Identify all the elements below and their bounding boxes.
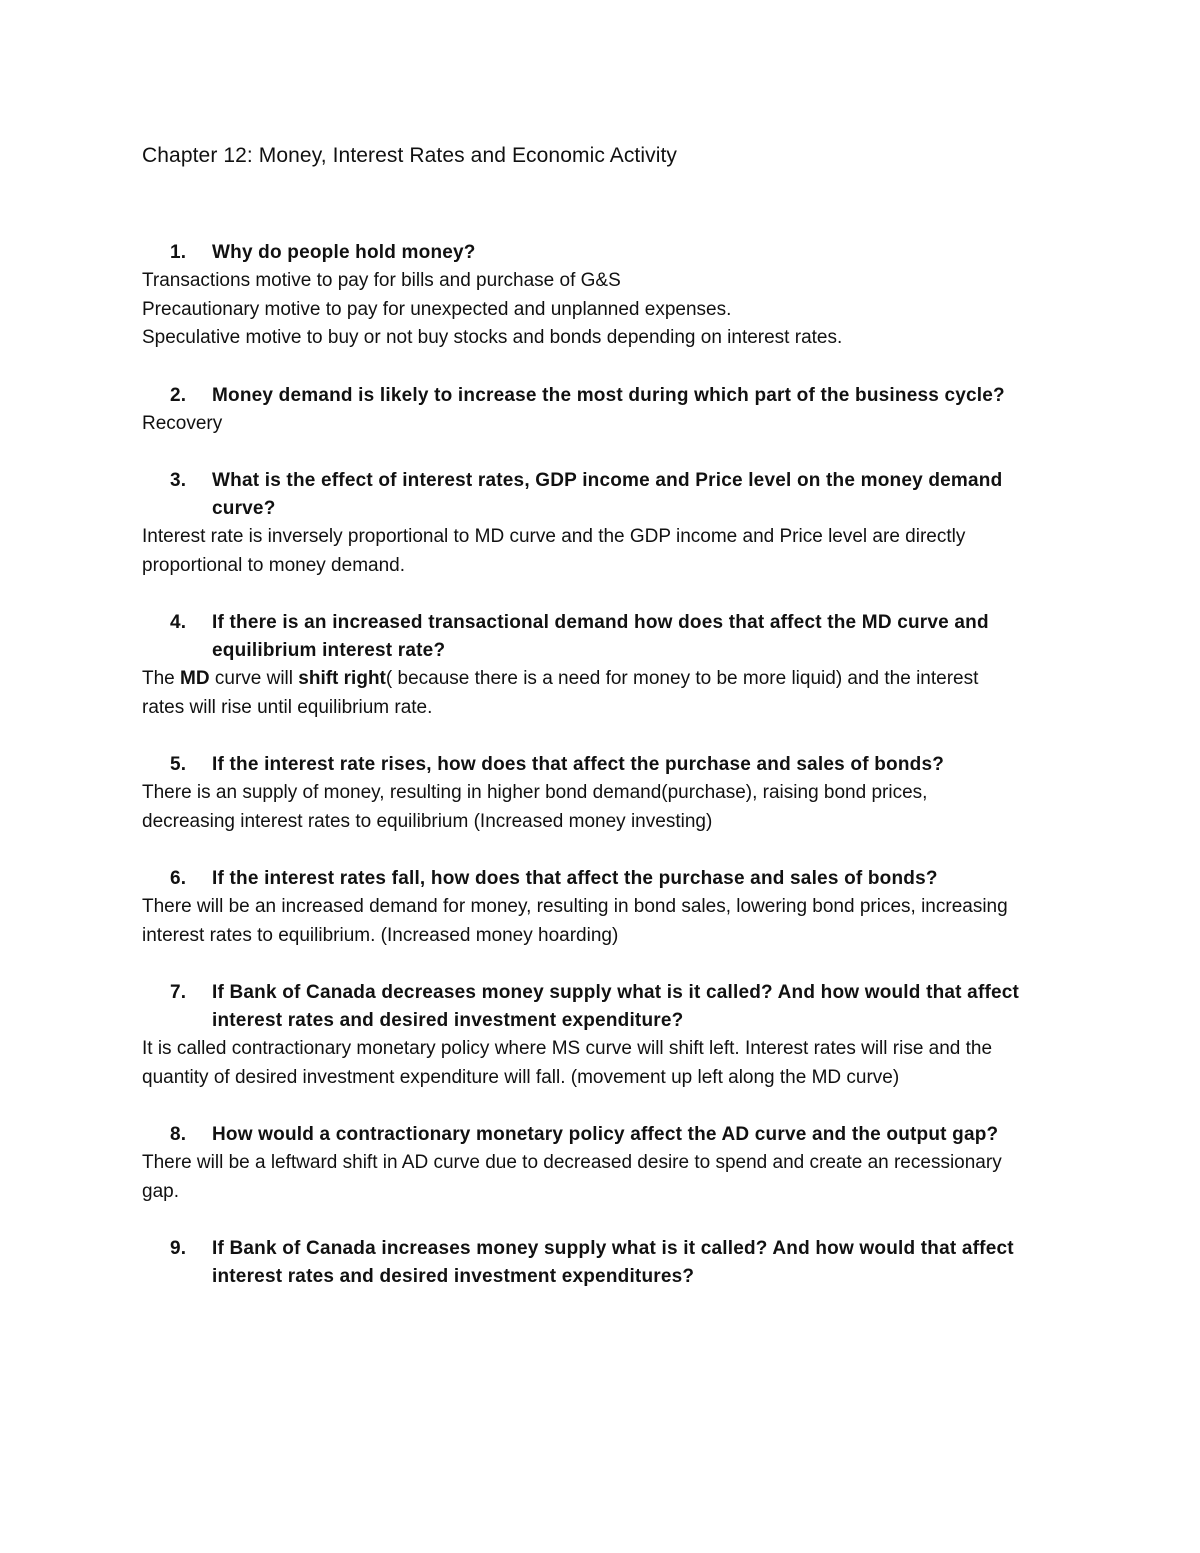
qa-item-6 — [142, 865, 1062, 950]
question-number: 5. — [170, 754, 187, 775]
answer-emphasis: MD — [180, 668, 210, 689]
question-number: 7. — [170, 982, 187, 1003]
document-page — [142, 138, 1062, 1320]
question-number: 4. — [170, 612, 187, 633]
answer — [142, 779, 1062, 836]
question — [142, 751, 1062, 779]
answer-emphasis: shift right — [298, 668, 386, 689]
question-number: 6. — [170, 868, 187, 889]
qa-item-4 — [142, 609, 1062, 722]
qa-item-7 — [142, 979, 1062, 1092]
answer — [142, 267, 1062, 353]
qa-item-2 — [142, 382, 1062, 439]
answer-line: It is called contractionary monetary policy where MS curve will shift left. Interest rates will rise and the quantity of desired investment expenditure will fall. (movement up left along the MD curve) — [142, 1038, 993, 1088]
answer — [142, 1035, 1062, 1092]
question — [142, 979, 1062, 1035]
question-text: If Bank of Canada decreases money supply what is it called? And how would that affect interest rates and desired investment expenditure? — [212, 982, 1020, 1031]
answer-line: Speculative motive to buy or not buy stocks and bonds depending on interest rates. — [142, 327, 843, 348]
question-text: Money demand is likely to increase the most during which part of the business cycle? — [212, 384, 1005, 406]
question — [142, 1235, 1062, 1291]
answer-line: Interest rate is inversely proportional to MD curve and the GDP income and Price level are directly proportional to money demand. — [142, 526, 966, 576]
question — [142, 1121, 1062, 1149]
qa-item-1 — [142, 239, 1062, 353]
question — [142, 609, 1062, 665]
qa-item-9 — [142, 1235, 1062, 1291]
question — [142, 382, 1062, 410]
qa-item-3 — [142, 467, 1062, 580]
answer-line: The MD curve will shift right( because there is a need for money to be more liquid) and the interest rates will rise until equilibrium rate. — [142, 668, 979, 718]
question-text: If Bank of Canada increases money supply what is it called? And how would that affect interest rates and desired investment expenditures? — [212, 1238, 1014, 1287]
answer-line: Recovery — [142, 412, 223, 434]
answer-line: There will be an increased demand for money, resulting in bond sales, lowering bond prices, increasing interest rates to equilibrium. (Increased money hoarding) — [142, 896, 1008, 946]
question — [142, 467, 1062, 523]
question-number: 3. — [170, 470, 187, 491]
question-number: 8. — [170, 1124, 187, 1145]
question-text: Why do people hold money? — [212, 242, 476, 263]
answer — [142, 1149, 1062, 1206]
answer — [142, 893, 1062, 950]
question-text: If there is an increased transactional demand how does that affect the MD curve and equilibrium interest rate? — [212, 612, 989, 661]
question-text: What is the effect of interest rates, GDP income and Price level on the money demand curve? — [212, 470, 1003, 519]
question-text: If the interest rate rises, how does that affect the purchase and sales of bonds? — [212, 754, 945, 775]
answer — [142, 665, 1062, 722]
question-text: If the interest rates fall, how does that affect the purchase and sales of bonds? — [212, 868, 938, 889]
question-number: 1. — [170, 242, 187, 263]
answer-line: There is an supply of money, resulting in higher bond demand(purchase), raising bond prices, decreasing interest rates to equilibrium (Increased money investing) — [142, 782, 928, 832]
answer-line: There will be a leftward shift in AD curve due to decreased desire to spend and create an recessionary gap. — [142, 1152, 1002, 1202]
answer — [142, 523, 1062, 580]
question-number: 2. — [170, 384, 187, 406]
question-text: How would a contractionary monetary policy affect the AD curve and the output gap? — [212, 1124, 999, 1145]
question-number: 9. — [170, 1238, 187, 1259]
qa-item-8 — [142, 1121, 1062, 1206]
answer-line: Precautionary motive to pay for unexpected and unplanned expenses. — [142, 298, 732, 320]
qa-item-5 — [142, 751, 1062, 836]
page-title: Chapter 12: Money, Interest Rates and Economic Activity — [142, 144, 678, 167]
question — [142, 865, 1062, 893]
answer-line: Transactions motive to pay for bills and purchase of G&S — [142, 270, 621, 291]
question — [142, 239, 1062, 267]
answer — [142, 410, 1062, 439]
